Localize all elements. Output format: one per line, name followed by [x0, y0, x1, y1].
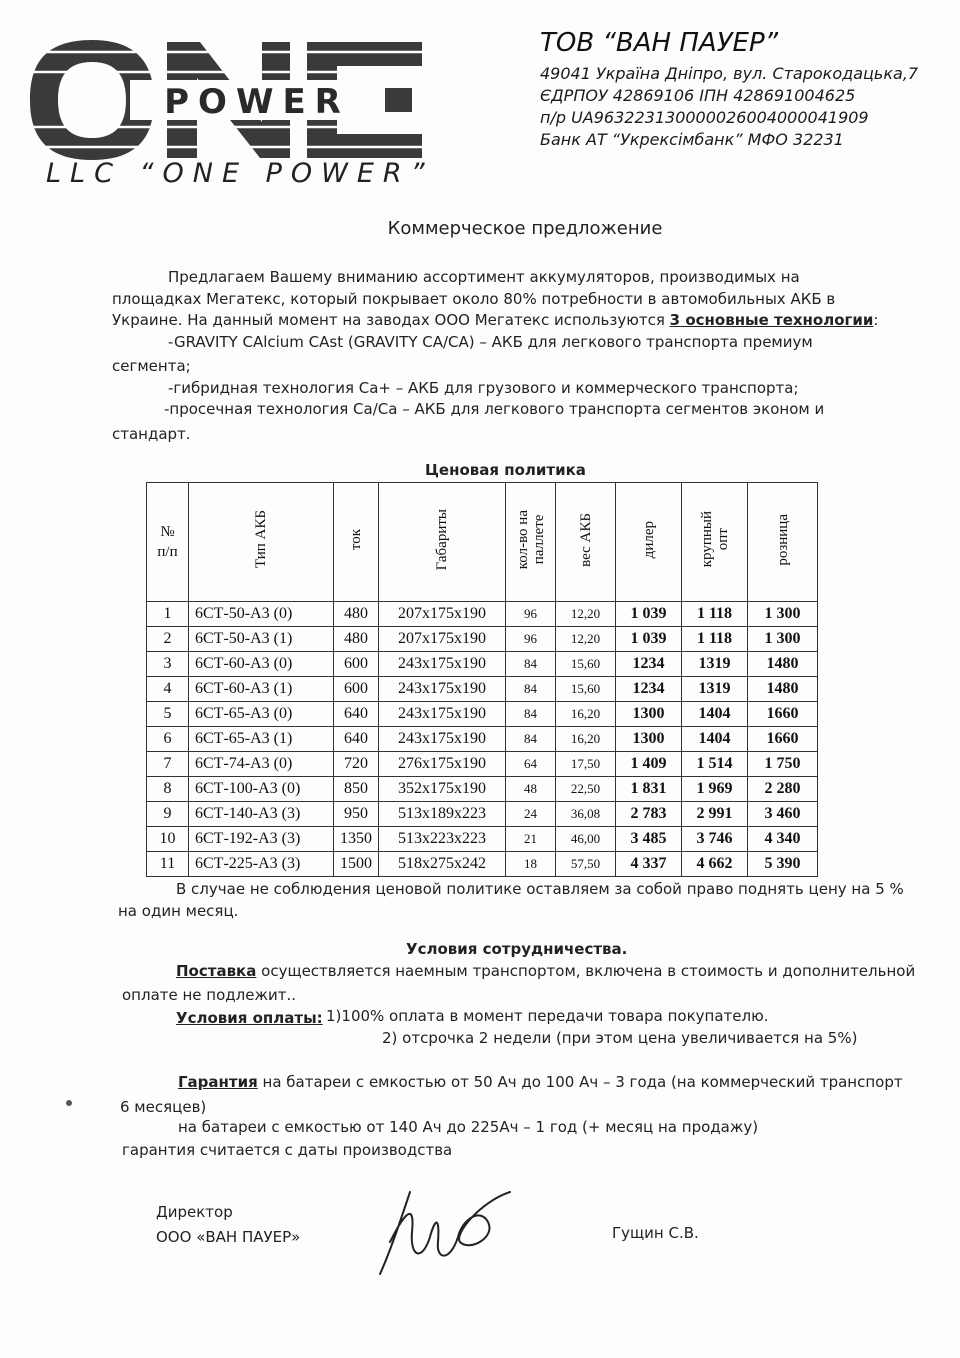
pallet-qty-value: 84 [506, 727, 556, 752]
wholesale-price: 1404 [682, 702, 748, 727]
header-type: Тип АКБ [189, 483, 334, 602]
pricing-title: Ценовая политика [425, 461, 586, 479]
tech-gravity-cont: сегмента; [112, 357, 191, 375]
battery-type: 6СТ-74-А3 (0) [189, 752, 334, 777]
row-number: 9 [147, 802, 189, 827]
dimensions-value: 276x175x190 [379, 752, 506, 777]
intro-line-3 [112, 309, 878, 331]
warranty-label: Гарантия [178, 1073, 258, 1091]
row-number: 5 [147, 702, 189, 727]
weight-value: 22,50 [556, 777, 616, 802]
table-row [147, 777, 818, 802]
row-number: 1 [147, 602, 189, 627]
intro-line-3-text: Украине. На данный момент на заводах ООО Мегатекс используются [112, 311, 670, 329]
dimensions-value: 513x223x223 [379, 827, 506, 852]
warranty-line-3: на батареи с емкостью от 140 Ач до 225Ач – 1 год (+ месяц на продажу) [178, 1118, 759, 1136]
warranty-line-2: 6 месяцев) [120, 1098, 207, 1116]
weight-value: 12,20 [556, 602, 616, 627]
signatory-role: Директор [156, 1203, 233, 1221]
dealer-price: 2 783 [616, 802, 682, 827]
row-number: 6 [147, 727, 189, 752]
dimensions-value: 243x175x190 [379, 702, 506, 727]
delivery-label: Поставка [176, 962, 257, 980]
company-bank: Банк АТ “Укрексімбанк” МФО 32231 [540, 130, 844, 149]
pallet-qty-value: 24 [506, 802, 556, 827]
battery-type: 6СТ-50-А3 (1) [189, 627, 334, 652]
wholesale-price: 1 118 [682, 602, 748, 627]
pallet-qty-value: 84 [506, 677, 556, 702]
battery-type: 6СТ-65-А3 (0) [189, 702, 334, 727]
battery-type: 6СТ-60-А3 (0) [189, 652, 334, 677]
pallet-qty-value: 96 [506, 602, 556, 627]
intro-technologies-highlight: 3 основные технологии [669, 311, 874, 329]
row-number: 4 [147, 677, 189, 702]
current-value: 1500 [334, 852, 379, 877]
retail-price: 1 300 [748, 602, 818, 627]
intro-line-2: площадках Мегатекс, который покрывает около 80% потребности в автомобильных АКБ в [112, 290, 836, 308]
speck-mark [66, 1100, 72, 1106]
wholesale-price: 3 746 [682, 827, 748, 852]
dealer-price: 1 409 [616, 752, 682, 777]
dealer-price: 4 337 [616, 852, 682, 877]
tech-expanded: -просечная технология Ca/Ca – АКБ для легкового транспорта сегментов эконом и [164, 400, 825, 418]
weight-value: 16,20 [556, 702, 616, 727]
pallet-qty-value: 21 [506, 827, 556, 852]
header-retail: розница [748, 483, 818, 602]
dealer-price: 1300 [616, 702, 682, 727]
pallet-qty-value: 96 [506, 627, 556, 652]
battery-type: 6СТ-65-А3 (1) [189, 727, 334, 752]
retail-price: 5 390 [748, 852, 818, 877]
weight-value: 57,50 [556, 852, 616, 877]
price-table [146, 482, 818, 877]
wholesale-price: 1404 [682, 727, 748, 752]
company-address: 49041 Україна Дніпро, вул. Старокодацька,7 [540, 64, 919, 83]
dimensions-value: 352x175x190 [379, 777, 506, 802]
company-codes: ЄДРПОУ 42869106 ІПН 428691004625 [540, 86, 856, 105]
weight-value: 15,60 [556, 652, 616, 677]
tech-hybrid: -гибридная технология Ca+ – АКБ для грузового и коммерческого транспорта; [168, 379, 799, 397]
retail-price: 4 340 [748, 827, 818, 852]
current-value: 480 [334, 602, 379, 627]
retail-price: 1 750 [748, 752, 818, 777]
row-number: 3 [147, 652, 189, 677]
intro-line-1: Предлагаем Вашему вниманию ассортимент аккумуляторов, производимых на [168, 268, 800, 286]
dimensions-value: 207x175x190 [379, 627, 506, 652]
intro-line-3-colon: : [873, 311, 879, 329]
table-row [147, 677, 818, 702]
dealer-price: 3 485 [616, 827, 682, 852]
wholesale-price: 4 662 [682, 852, 748, 877]
policy-note-line-2: на один месяц. [118, 902, 239, 920]
dimensions-value: 243x175x190 [379, 727, 506, 752]
battery-type: 6СТ-60-А3 (1) [189, 677, 334, 702]
table-row [147, 752, 818, 777]
retail-price: 3 460 [748, 802, 818, 827]
pallet-qty-value: 48 [506, 777, 556, 802]
terms-title: Условия сотрудничества. [406, 940, 628, 958]
company-name: ТОВ “ВАН ПАУЕР” [540, 28, 779, 58]
header-current: ток [334, 483, 379, 602]
company-account: п/р UA963223130000026004000041909 [540, 108, 869, 127]
current-value: 480 [334, 627, 379, 652]
current-value: 850 [334, 777, 379, 802]
table-row [147, 702, 818, 727]
warranty-text: на батареи с емкостью от 50 Ач до 100 Ач – 3 года (на коммерческий транспорт [257, 1073, 903, 1091]
row-number: 8 [147, 777, 189, 802]
dimensions-value: 243x175x190 [379, 677, 506, 702]
table-row [147, 602, 818, 627]
dealer-price: 1300 [616, 727, 682, 752]
dealer-price: 1234 [616, 677, 682, 702]
retail-price: 2 280 [748, 777, 818, 802]
header-wholesale: крупный опт [682, 483, 748, 602]
current-value: 640 [334, 702, 379, 727]
wholesale-price: 1319 [682, 677, 748, 702]
header-dealer: дилер [616, 483, 682, 602]
payment-label: Условия оплаты: [176, 1009, 323, 1027]
warranty-line-4: гарантия считается с даты производства [122, 1141, 453, 1159]
warranty-line [178, 1071, 903, 1093]
current-value: 720 [334, 752, 379, 777]
header-pallet-qty: кол-во на паллете [506, 483, 556, 602]
battery-type: 6СТ-50-А3 (0) [189, 602, 334, 627]
retail-price: 1480 [748, 652, 818, 677]
weight-value: 15,60 [556, 677, 616, 702]
wholesale-price: 1319 [682, 652, 748, 677]
dealer-price: 1 039 [616, 602, 682, 627]
current-value: 950 [334, 802, 379, 827]
battery-type: 6СТ-140-А3 (3) [189, 802, 334, 827]
table-header-row [147, 483, 818, 602]
current-value: 600 [334, 677, 379, 702]
pallet-qty-value: 18 [506, 852, 556, 877]
pallet-qty-value: 64 [506, 752, 556, 777]
current-value: 600 [334, 652, 379, 677]
handwritten-signature [370, 1182, 520, 1282]
retail-price: 1 300 [748, 627, 818, 652]
dimensions-value: 518x275x242 [379, 852, 506, 877]
payment-option-1: 1)100% оплата в момент передачи товара покупателю. [326, 1007, 769, 1025]
payment-option-2: 2) отсрочка 2 недели (при этом цена увеличивается на 5%) [382, 1029, 858, 1047]
logo-subtitle: LLC “ONE POWER” [46, 158, 434, 189]
table-row [147, 827, 818, 852]
document-title: Коммерческое предложение [387, 218, 663, 239]
battery-type: 6СТ-225-А3 (3) [189, 852, 334, 877]
delivery-line-2: оплате не подлежит.. [122, 986, 297, 1004]
wholesale-price: 1 514 [682, 752, 748, 777]
battery-type: 6СТ-100-А3 (0) [189, 777, 334, 802]
table-row [147, 727, 818, 752]
current-value: 640 [334, 727, 379, 752]
dimensions-value: 243x175x190 [379, 652, 506, 677]
row-number: 11 [147, 852, 189, 877]
wholesale-price: 1 969 [682, 777, 748, 802]
row-number: 7 [147, 752, 189, 777]
dealer-price: 1234 [616, 652, 682, 677]
weight-value: 17,50 [556, 752, 616, 777]
header-dimensions: Габариты [379, 483, 506, 602]
header-weight: вес АКБ [556, 483, 616, 602]
dimensions-value: 513x189x223 [379, 802, 506, 827]
retail-price: 1480 [748, 677, 818, 702]
row-number: 10 [147, 827, 189, 852]
signatory-name: Гущин С.В. [612, 1224, 699, 1242]
header-num: № п/п [147, 483, 189, 602]
row-number: 2 [147, 627, 189, 652]
dimensions-value: 207x175x190 [379, 602, 506, 627]
policy-note-line-1: В случае не соблюдения ценовой политике оставляем за собой право поднять цену на 5 % [176, 880, 904, 898]
battery-type: 6СТ-192-А3 (3) [189, 827, 334, 852]
table-row [147, 652, 818, 677]
weight-value: 16,20 [556, 727, 616, 752]
table-row [147, 852, 818, 877]
tech-expanded-cont: стандарт. [112, 425, 191, 443]
wholesale-price: 1 118 [682, 627, 748, 652]
table-row [147, 627, 818, 652]
wholesale-price: 2 991 [682, 802, 748, 827]
signatory-org: ООО «ВАН ПАУЕР» [156, 1228, 301, 1246]
retail-price: 1660 [748, 702, 818, 727]
pallet-qty-value: 84 [506, 702, 556, 727]
delivery-line [176, 960, 915, 982]
tech-gravity: -GRAVITY CAlcium CAst (GRAVITY CA/CA) – АКБ для легкового транспорта премиум [168, 333, 813, 351]
table-row [147, 802, 818, 827]
pallet-qty-value: 84 [506, 652, 556, 677]
dealer-price: 1 831 [616, 777, 682, 802]
weight-value: 36,08 [556, 802, 616, 827]
weight-value: 46,00 [556, 827, 616, 852]
logo-power-text: POWER [164, 82, 350, 122]
delivery-text: осуществляется наемным транспортом, включена в стоимость и дополнительной [256, 962, 916, 980]
weight-value: 12,20 [556, 627, 616, 652]
current-value: 1350 [334, 827, 379, 852]
retail-price: 1660 [748, 727, 818, 752]
dealer-price: 1 039 [616, 627, 682, 652]
